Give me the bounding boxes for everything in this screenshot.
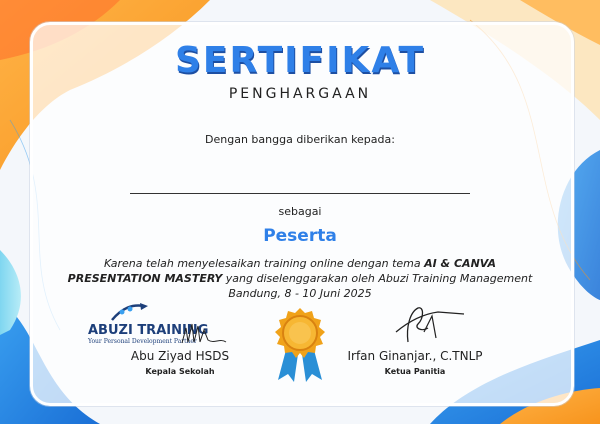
signatory-right: [340, 349, 490, 376]
body-line1-bold: AI & CANVA: [424, 257, 497, 270]
body-line3-date: Bandung, 8 - 10 Juni 2025: [228, 287, 372, 300]
signatory-left: [120, 349, 240, 376]
recipient-name-line: [130, 193, 470, 194]
body-line2-bold: PRESENTATION MASTERY: [67, 272, 223, 285]
signatory-right-role: Ketua Panitia: [384, 367, 446, 376]
certificate-title: SERTIFIKAT: [174, 40, 426, 81]
as-label: sebagai: [278, 205, 322, 218]
certificate-subtitle: PENGHARGAAN: [228, 86, 372, 102]
body-line2-text: yang diselenggarakan oleh Abuzi Training Management: [222, 272, 533, 285]
abuzi-logo-icon: [110, 300, 170, 324]
logo-name: ABUZI TRAINING: [88, 323, 209, 338]
signatory-left-name: Abu Ziyad HSDS: [130, 349, 230, 363]
recipient-role: Peserta: [263, 226, 337, 246]
signatory-right-name: Irfan Ginanjar., C.TNLP: [347, 349, 483, 363]
signature-icon: [180, 318, 230, 348]
certificate-body: [0, 256, 600, 301]
logo-tagline: Your Personal Development Partner: [88, 338, 197, 345]
body-line1-text: Karena telah menyelesaikan training online dengan tema: [103, 257, 425, 270]
signature-icon-right: [388, 302, 468, 350]
signatory-left-role: Kepala Sekolah: [145, 367, 215, 376]
medal-icon: [268, 306, 332, 384]
intro-text: Dengan bangga diberikan kepada:: [205, 133, 395, 146]
